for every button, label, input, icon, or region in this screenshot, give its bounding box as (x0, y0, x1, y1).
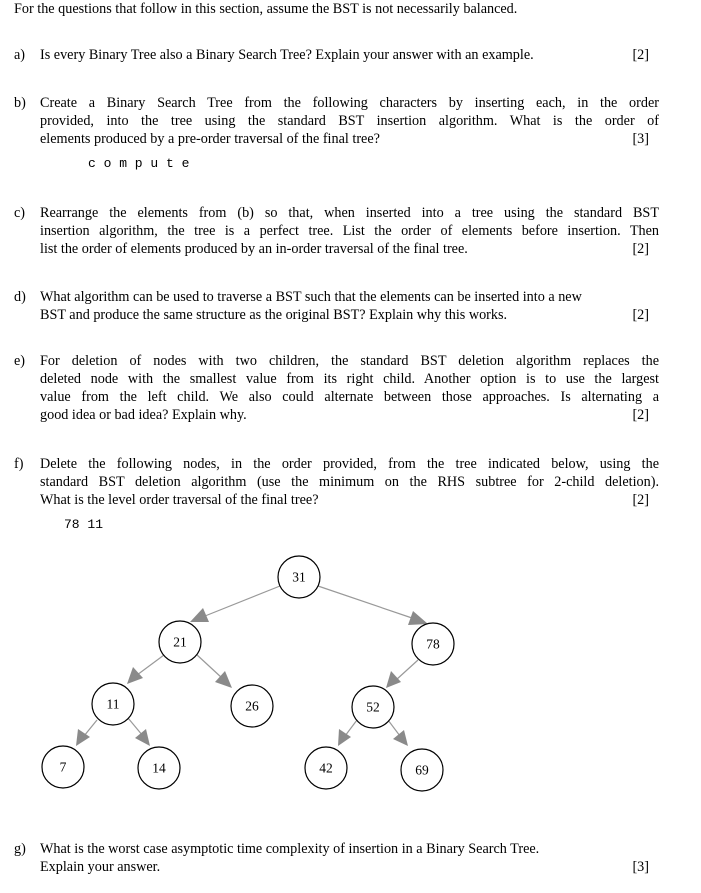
question-d-line-1: What algorithm can be used to traverse a BST such that the elements can be inserted into a new (40, 289, 582, 305)
tree-edge-31-78 (318, 586, 428, 625)
tree-node-21 (159, 621, 201, 663)
question-a-label: a) (14, 47, 26, 63)
question-a-marks: [2] (632, 47, 649, 63)
tree-edge-21-26 (196, 654, 232, 688)
question-d-marks: [2] (632, 307, 649, 323)
question-g-label: g) (14, 841, 26, 857)
tree-node-31 (278, 556, 320, 598)
tree-node-42 (305, 747, 347, 789)
question-g-line-2: Explain your answer. (40, 859, 161, 875)
tree-edge-11-14 (128, 718, 150, 746)
tree-edge-52-42 (338, 720, 357, 746)
question-e-marks: [2] (632, 407, 649, 423)
question-f-line-2: standard BST deletion algorithm (use the minimum on the RHS subtree for 2-child deletion). (40, 474, 659, 490)
question-e-line-4: good idea or bad idea? Explain why. (40, 407, 247, 423)
tree-node-78 (412, 623, 454, 665)
question-b-input: c o m p u t e (88, 156, 190, 171)
intro-text: For the questions that follow in this section, assume the BST is not necessarily balanced. (14, 1, 518, 17)
question-c-line-2: insertion algorithm, the tree is a perfect tree. List the order of elements before insertion. Then (40, 223, 659, 239)
question-g-line-1: What is the worst case asymptotic time complexity of insertion in a Binary Search Tree. (40, 841, 540, 857)
question-b-line-3: elements produced by a pre-order traversal of the final tree? (40, 131, 380, 147)
tree-node-14-label: 14 (152, 760, 166, 776)
question-b-marks: [3] (632, 131, 649, 147)
question-b-line-1: Create a Binary Search Tree from the following characters by inserting each, in the order (40, 95, 659, 111)
question-f-line-3: What is the level order traversal of the final tree? (40, 492, 319, 508)
question-b-label: b) (14, 95, 26, 111)
tree-edge-21-11 (127, 655, 164, 684)
tree-node-21-label: 21 (173, 634, 187, 650)
tree-node-11-label: 11 (106, 696, 120, 712)
question-e-line-1: For deletion of nodes with two children, the standard BST deletion algorithm replaces the (40, 353, 659, 369)
tree-node-69 (401, 749, 443, 791)
question-f-marks: [2] (632, 492, 649, 508)
question-f-line-1: Delete the following nodes, in the order provided, from the tree indicated below, using the (40, 456, 659, 472)
question-a-line-1: Is every Binary Tree also a Binary Search Tree? Explain your answer with an example. (40, 47, 534, 63)
question-c-line-3: list the order of elements produced by an in-order traversal of the final tree. (40, 241, 468, 257)
tree-node-26 (231, 685, 273, 727)
tree-edge-78-52 (386, 660, 418, 688)
question-d-label: d) (14, 289, 26, 305)
question-c-line-1: Rearrange the elements from (b) so that, when inserted into a tree using the standard BST (40, 205, 659, 221)
tree-node-14 (138, 747, 180, 789)
tree-node-42-label: 42 (319, 760, 333, 776)
tree-edge-52-69 (388, 720, 408, 746)
question-d-line-2: BST and produce the same structure as the original BST? Explain why this works. (40, 307, 508, 323)
question-c-label: c) (14, 205, 26, 221)
tree-node-52 (352, 686, 394, 728)
question-f-input: 78 11 (64, 517, 104, 532)
tree-edge-31-21 (190, 586, 280, 622)
question-g-marks: [3] (632, 859, 649, 875)
tree-node-11 (92, 683, 134, 725)
question-c-marks: [2] (632, 241, 649, 257)
question-f-label: f) (14, 456, 24, 472)
tree-node-69-label: 69 (415, 762, 429, 778)
question-e-line-3: value from the left child. We also could alternate between those approaches. Is alternating a (40, 389, 659, 405)
question-e-line-2: deleted node with the smallest value from its right child. Another option is to use the largest (40, 371, 659, 387)
tree-node-7-label: 7 (59, 759, 67, 775)
tree-node-7 (42, 746, 84, 788)
tree-node-31-label: 31 (292, 569, 306, 585)
question-b-line-2: provided, into the tree using the standard BST insertion algorithm. What is the order of (40, 113, 659, 129)
tree-node-52-label: 52 (366, 699, 380, 715)
tree-node-26-label: 26 (245, 698, 259, 714)
tree-edge-11-7 (76, 720, 97, 746)
tree-node-78-label: 78 (426, 636, 440, 652)
question-e-label: e) (14, 353, 26, 369)
